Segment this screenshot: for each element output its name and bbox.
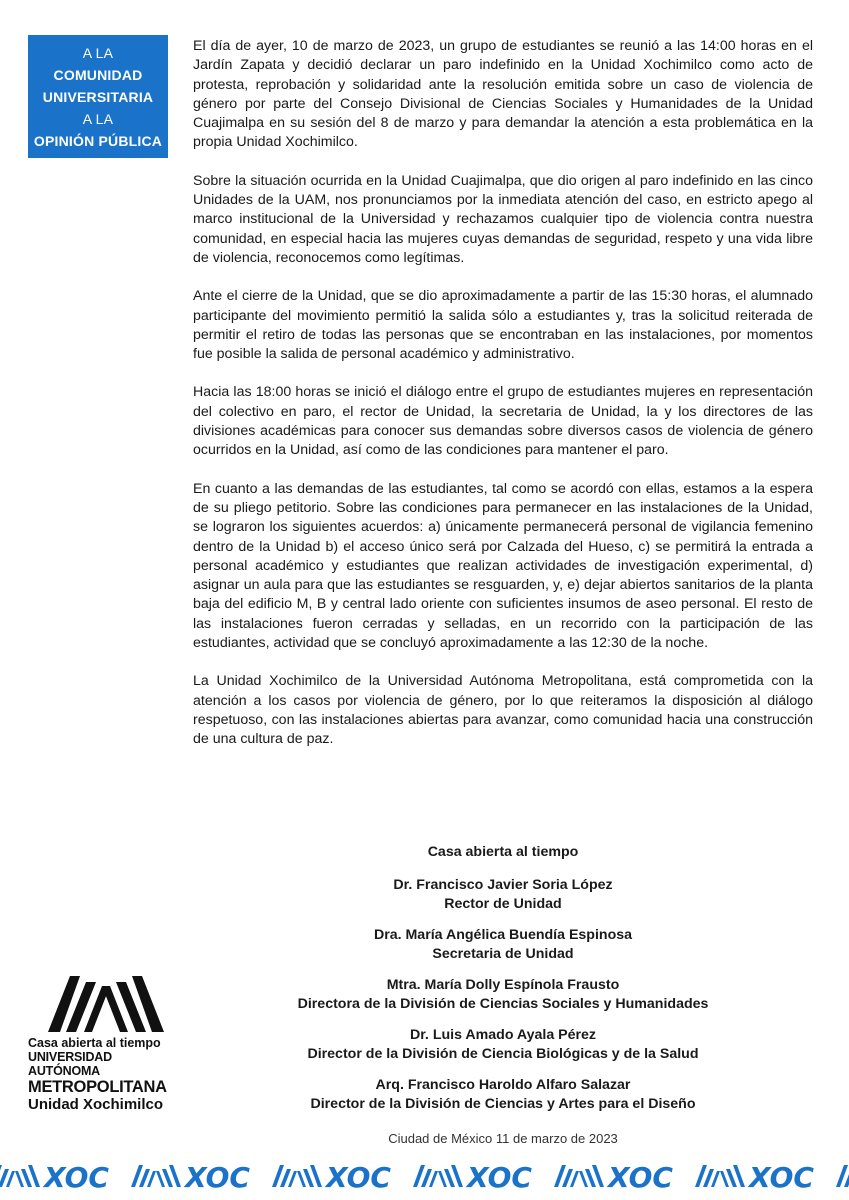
signer-name: Dra. María Angélica Buendía Espinosa (373, 927, 633, 943)
band-emblem-icon (0, 1165, 40, 1187)
band-emblem-icon (695, 1165, 745, 1187)
band-emblem-icon (131, 1165, 181, 1187)
addressee-line-5: OPINIÓN PÚBLICA (33, 132, 163, 149)
band-xoc-text: XOC (749, 1161, 814, 1190)
band-xoc-text: XOC (185, 1161, 250, 1190)
paragraph-3: Ante el cierre de la Unidad, que se dio aproximadamente a partir de las 15:30 horas, el alumnado participante del movimiento permitió la salida sólo a estudiantes y, tras la solicitud reiterada de permitir el retiro de todas las personas que se encontraban en las instalaciones, por momentos fue posible la salida de personal académico y administrativo. (193, 288, 813, 363)
paragraph-4: Hacia las 18:00 horas se inició el diálogo entre el grupo de estudiantes mujeres en representación del colectivo en paro, el rector de Unidad, la secretaria de Unidad, la y los directores de las divisiones académicas para conocer sus demandas sobre diversos casos de violencia de género ocurridos en la Unidad, así como de las condiciones para mantener el paro. (193, 384, 813, 459)
signer-3 (193, 976, 813, 1014)
statement-body (193, 37, 813, 769)
paragraph-5: En cuanto a las demandas de las estudiantes, tal como se acordó con ellas, estamos a la espera de su pliego petitorio. Sobre las condiciones para permanecer en las instalaciones de la Unidad, se lograron los siguientes acuerdos: a) únicamente permanecerá personal de vigilancia femenino dentro de la Unidad b) el acceso único será por Calzada del Hueso, c) se permitirá la entrada a personal académico y estudiantes que realizan actividades de investigación experimental, d) asignar un aula para que las estudiantes se resguarden, y, e) dejar abiertos sanitarios de la planta baja del edificio M, B y central lado oriente con suficientes insumos de aseo personal. El resto de las instalaciones fueron cerradas y selladas, en un recorrido con la participación de las estudiantes, actividad que se concluyó aproximadamente a las 12:30 de la noche. (193, 480, 813, 652)
signer-role: Directora de la División de Ciencias Sociales y Humanidades (297, 996, 709, 1012)
band-emblem-icon (836, 1165, 849, 1187)
logo-university-line: UNIVERSIDAD AUTÓNOMA (28, 1050, 112, 1078)
uam-logo (28, 972, 183, 1113)
signer-1 (193, 876, 813, 914)
signer-role: Director de la División de Ciencia Biológicas y de la Salud (307, 1046, 699, 1062)
signature-block (193, 843, 813, 1126)
logo-unit-line: Unidad Xochimilco (28, 1096, 164, 1113)
band-xoc-text: XOC (608, 1161, 673, 1190)
paragraph-2: Sobre la situación ocurrida en la Unidad Cuajimalpa, que dio origen al paro indefinido en las cinco Unidades de la UAM, nos pronunciamos por la inmediata atención del caso, en estricto apego al marco institucional de la Universidad y rechazamos cualquier tipo de violencia contra nuestra comunidad, en especial hacia las mujeres cuyas demandas de seguridad, respeto y una vida libre de violencia, reconocemos como legítimas. (193, 172, 813, 266)
band-emblem-icon (413, 1165, 463, 1187)
uam-emblem-icon (46, 972, 166, 1034)
signer-name: Arq. Francisco Haroldo Alfaro Salazar (375, 1077, 631, 1093)
signer-5 (193, 1076, 813, 1114)
motto: Casa abierta al tiempo (427, 844, 579, 860)
addressee-box (28, 35, 168, 158)
band-xoc-text: XOC (467, 1161, 532, 1190)
addressee-line-1: A LA (82, 44, 114, 61)
signer-role: Director de la División de Ciencias y Artes para el Diseño (310, 1096, 696, 1112)
band-xoc-text: XOC (44, 1161, 109, 1190)
signer-name: Mtra. María Dolly Espínola Frausto (386, 977, 620, 993)
signer-2 (193, 926, 813, 964)
footer-pattern-band (0, 1160, 849, 1190)
band-emblem-icon (272, 1165, 322, 1187)
logo-motto: Casa abierta al tiempo (28, 1036, 161, 1050)
signer-name: Dr. Luis Amado Ayala Pérez (409, 1027, 597, 1043)
band-emblem-icon (554, 1165, 604, 1187)
addressee-line-2: COMUNIDAD (53, 66, 143, 83)
band-xoc-text: XOC (326, 1161, 391, 1190)
paragraph-6: La Unidad Xochimilco de la Universidad Autónoma Metropolitana, está comprometida con la atención a los casos por violencia de género, por lo que reiteramos la disposición al diálogo respetuoso, con las instalaciones abiertas para avanzar, como comunidad hacia una construcción de una cultura de paz. (193, 673, 813, 748)
addressee-line-4: A LA (82, 110, 114, 127)
signer-name: Dr. Francisco Javier Soria López (393, 877, 613, 893)
signer-4 (193, 1026, 813, 1064)
document-date: Ciudad de México 11 de marzo de 2023 (388, 1131, 618, 1146)
paragraph-1: El día de ayer, 10 de marzo de 2023, un grupo de estudiantes se reunió a las 14:00 horas en el Jardín Zapata y decidió declarar un paro indefinido en la Unidad Xochimilco como acto de protesta, reprobación y solidaridad ante la resolución emitida sobre un caso de violencia de género por parte del Consejo Divisional de Ciencias Sociales y Humanidades de la Unidad Cuajimalpa en su sesión del 8 de marzo y para demandar la atención a esta problemática en la propia Unidad Xochimilco. (193, 38, 813, 151)
addressee-line-3: UNIVERSITARIA (42, 88, 154, 105)
logo-metropolitana-line: METROPOLITANA (28, 1078, 167, 1096)
signer-role: Rector de Unidad (444, 896, 562, 912)
signer-role: Secretaria de Unidad (432, 946, 574, 962)
